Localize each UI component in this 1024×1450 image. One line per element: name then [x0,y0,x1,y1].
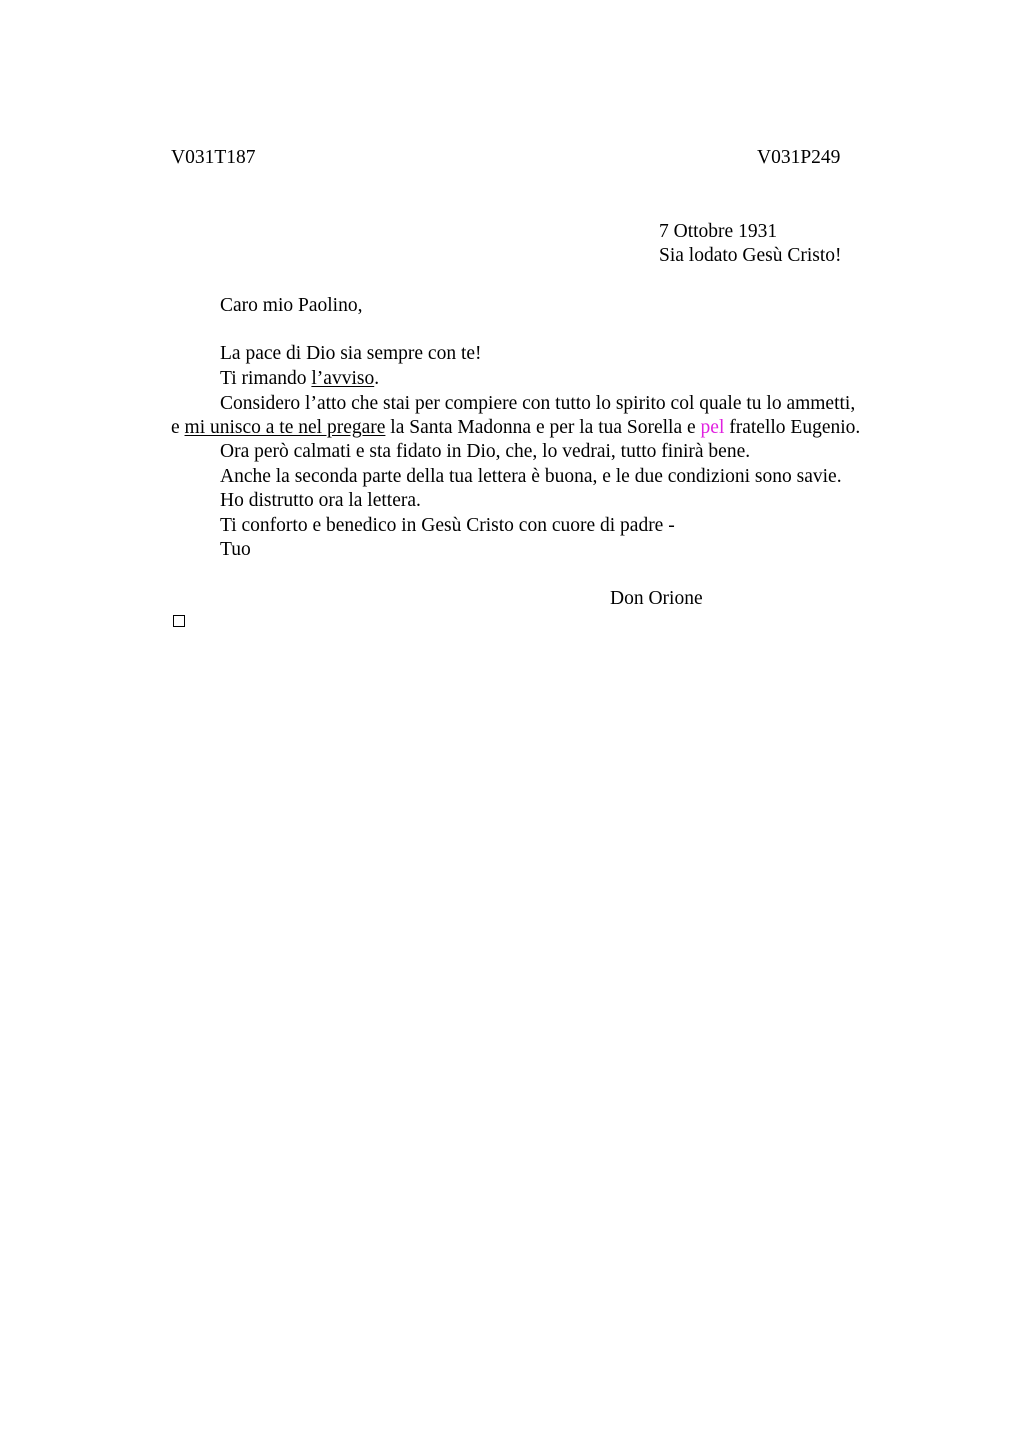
letter-date: 7 Ottobre 1931 [659,221,778,242]
letter-line-5: Ora però calmati e sta fidato in Dio, che, lo vedrai, tutto finirà bene. [220,441,751,462]
line-4-prefix: e [171,417,185,438]
letter-line-2 [220,367,379,391]
line-2-prefix: Ti rimando [220,368,312,389]
line-2-suffix: . [374,368,380,389]
letter-salutation: Caro mio Paolino, [220,295,363,316]
highlighted-word: pel [700,417,725,438]
line-4-suffix: fratello Eugenio. [724,417,861,438]
underlined-avviso: l’avviso [311,368,375,389]
right-document-code: V031P249 [757,147,841,168]
letter-line-8: Ti conforto e benedico in Gesù Cristo con cuore di padre - [220,515,675,536]
letter-line-1: La pace di Dio sia sempre con te! [220,343,482,364]
letter-line-4 [171,416,860,440]
checkbox-square-icon [173,615,185,627]
left-document-code: V031T187 [171,147,256,168]
line-4-middle: la Santa Madonna e per la tua Sorella e [385,417,701,438]
letter-line-3: Considero l’atto che stai per compiere con tutto lo spirito col quale tu lo ammetti, [220,393,856,414]
underlined-phrase: mi unisco a te nel pregare [184,417,386,438]
letter-line-7: Ho distrutto ora la lettera. [220,490,421,511]
letter-line-6: Anche la seconda parte della tua lettera è buona, e le due condizioni sono savie. [220,466,842,487]
letter-closing: Tuo [220,539,251,560]
letter-signature: Don Orione [610,588,703,609]
letter-invocation: Sia lodato Gesù Cristo! [659,245,842,266]
